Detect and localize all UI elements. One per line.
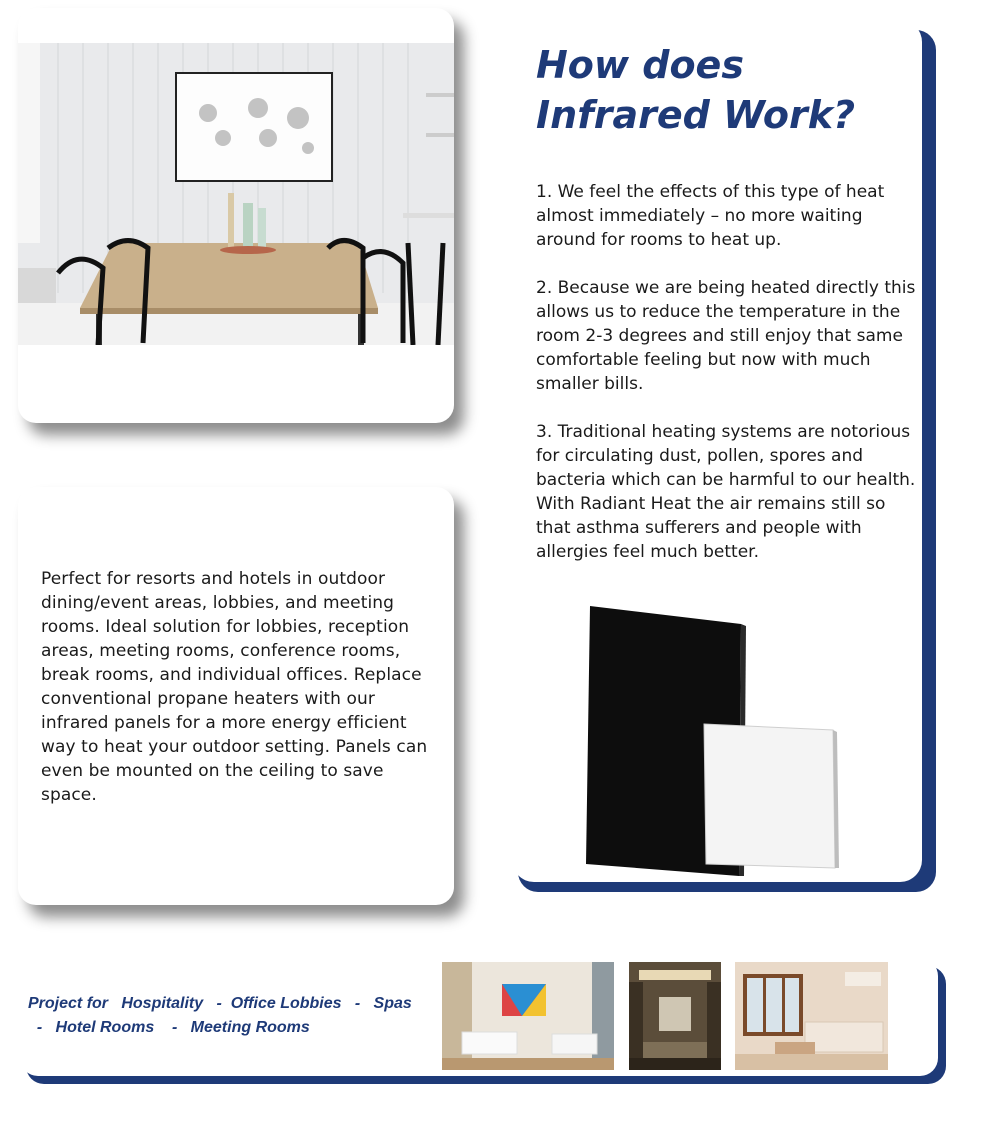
office-lobby-photo [629, 962, 721, 1070]
photo-card [18, 8, 454, 423]
description-text: Perfect for resorts and hotels in outdoor dining/event areas, lobbies, and meeting rooms. Ideal solution for lobbies, reception areas, meeting rooms, conference rooms, break rooms, and individual offices. Replace conventional propane heaters with our infrared panels for a more energy efficient way to heat your outdoor setting. Panels can even be mounted on the ceiling to save space. [41, 569, 428, 805]
description-card [18, 487, 454, 905]
dining-room-photo [18, 43, 454, 345]
projects-line-2: - Hotel Rooms - Meeting Rooms [28, 1019, 310, 1036]
hotel-room-photo [735, 962, 888, 1070]
benefit-point-2: 2. Because we are being heated directly this allows us to reduce the temperature in the room 2-3 degrees and still enjoy that same comfortable feeling but now with much smaller bills. [536, 278, 916, 394]
living-room-photo [442, 962, 614, 1070]
projects-text [28, 992, 412, 1040]
infrared-panels-image [586, 606, 846, 876]
info-title: How does Infrared Work? [536, 43, 856, 137]
info-card [512, 20, 922, 882]
projects-line-1: Project for Hospitality - Office Lobbies - Spas [28, 995, 412, 1012]
benefit-point-1: 1. We feel the effects of this type of heat almost immediately – no more waiting around for rooms to heat up. [536, 182, 885, 250]
benefit-point-3: 3. Traditional heating systems are notorious for circulating dust, pollen, spores and bacteria which can be harmful to our health. With Radiant Heat the air remains still so that asthma sufferers and people with allergies feel much better. [536, 422, 916, 562]
projects-banner [20, 958, 938, 1076]
